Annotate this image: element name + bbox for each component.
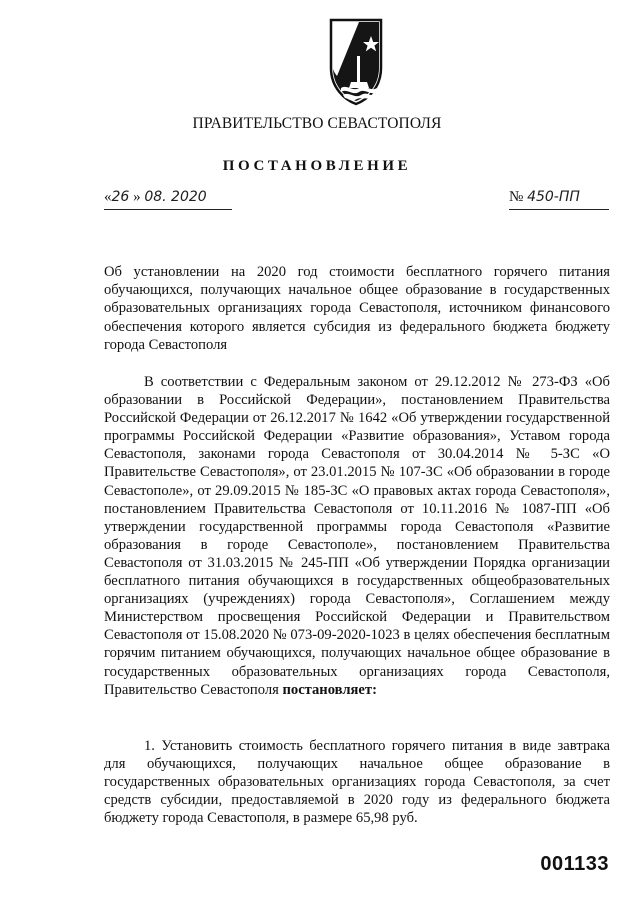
decree-colon: : [372, 681, 377, 698]
decree-word: постановляет [282, 681, 373, 698]
date-open-quote: « [104, 189, 112, 205]
item-number: 1. [144, 738, 155, 754]
document-type-heading: ПОСТАНОВЛЕНИЕ [222, 158, 412, 174]
serial-number: 001133 [540, 853, 609, 875]
preamble-text: В соответствии с Федеральным законом от 29.12.2012 № 273-ФЗ «Об образовании в Российской Федерации», постановлением Правительства Российской Федерации от 26.12.2017 № 1642 «Об утверждении государственной программы Российской Федерации «Развитие образования», Уставом города Севастополя, законами города Севастополя от 30.04.2014 № 5-ЗС «О Правительстве Севастополя», от 23.01.2015 № 107-ЗС «Об образовании в городе Севастополе», от 29.09.2015 № 185-ЗС «О правовых актах города Севастополя», постановлением Правительства Севастополя от 10.11.2016 № 1087-ПП «Об утверждении государственной программы города Севастополя «Развитие образования в городе Севастополе», постановлением Правительства Севастополя от 31.03.2015 № 245-ПП «Об утверждении Порядка организации бесплатного питания обучающихся в государственных общеобразовательных организациях (учреждениях) города Севастополя», Соглашением между Министерством просвещения Российской Федерации и Правительством Севастополя от 15.08.2020 № 073-09-2020-1023 в целях обеспечения бесплатным горячим питанием обучающихся, получающих начальное общее образование в государственных образовательных организациях города Севастополя, Правительство Севастополя [104, 374, 610, 698]
number-value: 450-ПП [527, 189, 580, 205]
date-month-year: 08. 2020 [144, 189, 207, 205]
list-item [104, 737, 610, 827]
preamble-paragraph [104, 373, 610, 699]
sevastopol-coat-of-arms-emblem [327, 18, 385, 106]
document-title: Об установлении на 2020 год стоимости бесплатного горячего питания обучающихся, получающих начальное общее образование в государственных образовательных организациях города Севастополя, источником финансового обеспечения которого является субсидия из федерального бюджета бюджету города Севастополя [104, 264, 610, 353]
date-close-quote: » [129, 189, 145, 205]
number-sign: № [509, 189, 528, 205]
government-name-heading: ПРАВИТЕЛЬСТВО СЕВАСТОПОЛЯ [192, 115, 442, 132]
item-text: Установить стоимость бесплатного горячего питания в виде завтрака для обучающихся, получающих начальное общее образование в государственных образовательных организациях города Севастополя, за счет средств субсидии, предоставляемой в 2020 году из федерального бюджета бюджету города Севастополя, в размере 65,98 руб. [104, 738, 610, 827]
date-day: 26 [111, 189, 130, 205]
document-date [104, 189, 232, 210]
document-number [509, 189, 609, 210]
